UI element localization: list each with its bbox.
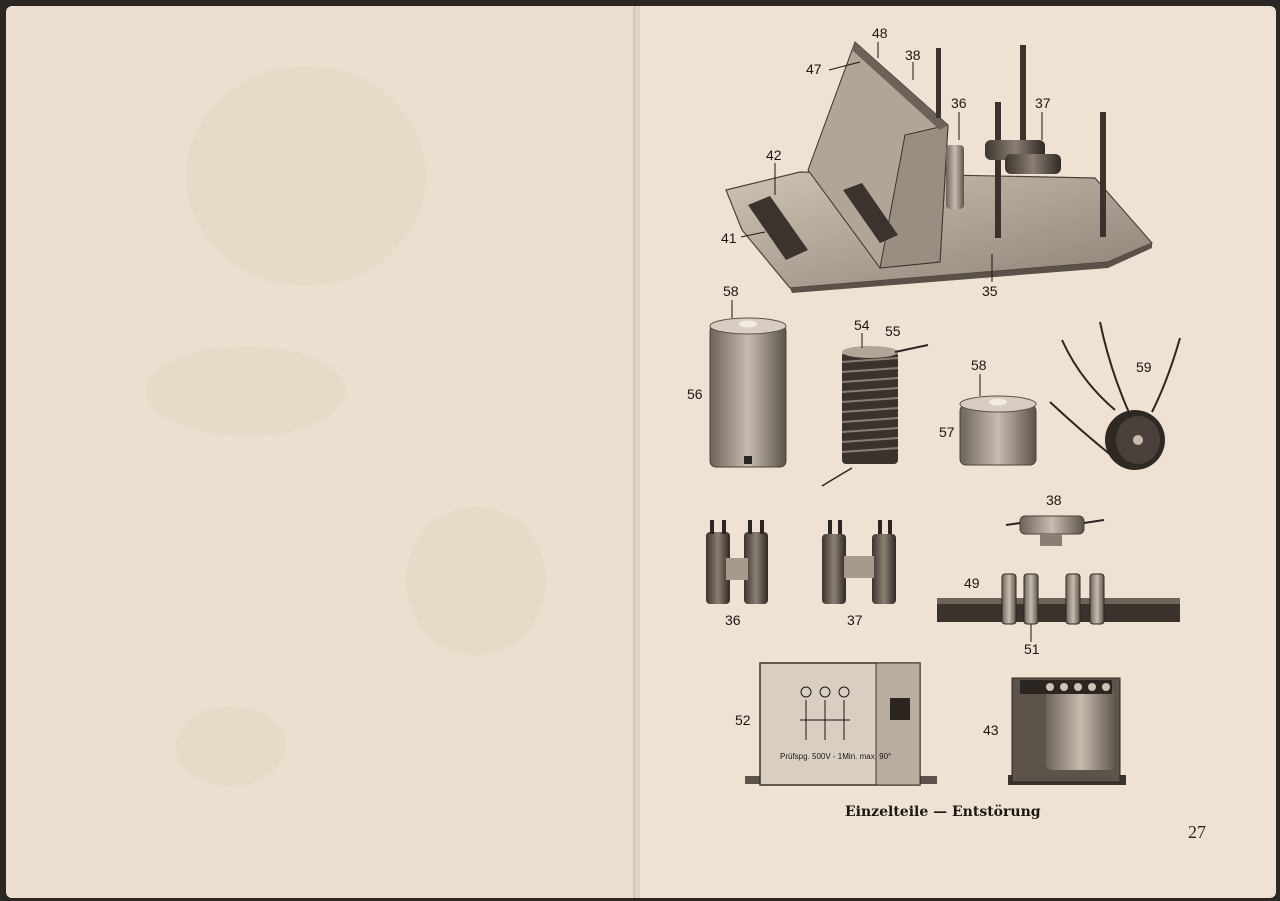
label-51: 51 [1024,641,1040,657]
label-57: 57 [939,424,955,440]
label-38-resistor: 38 [1046,492,1062,508]
label-43: 43 [983,722,999,738]
label-41: 41 [721,230,737,246]
label-58-short-can: 58 [971,357,987,373]
label-52: 52 [735,712,751,728]
label-35: 35 [982,283,998,299]
label-38: 38 [905,47,921,63]
label-37: 37 [1035,95,1051,111]
label-55: 55 [885,323,901,339]
page-number: 27 [1188,822,1206,842]
label-37-pair: 37 [847,612,863,628]
label-36: 36 [951,95,967,111]
label-47: 47 [806,61,822,77]
label-59: 59 [1136,359,1152,375]
label-49: 49 [964,575,980,591]
label-58-tall-can: 58 [723,283,739,299]
label-48: 48 [872,25,888,41]
capacitor-rating-text: Prüfspg. 500V - 1Min. max. 90° [780,752,892,761]
label-54: 54 [854,317,870,333]
figure-caption: Einzelteile — Entstörung [845,804,1041,820]
label-42: 42 [766,147,782,163]
label-56: 56 [687,386,703,402]
label-36-pair: 36 [725,612,741,628]
